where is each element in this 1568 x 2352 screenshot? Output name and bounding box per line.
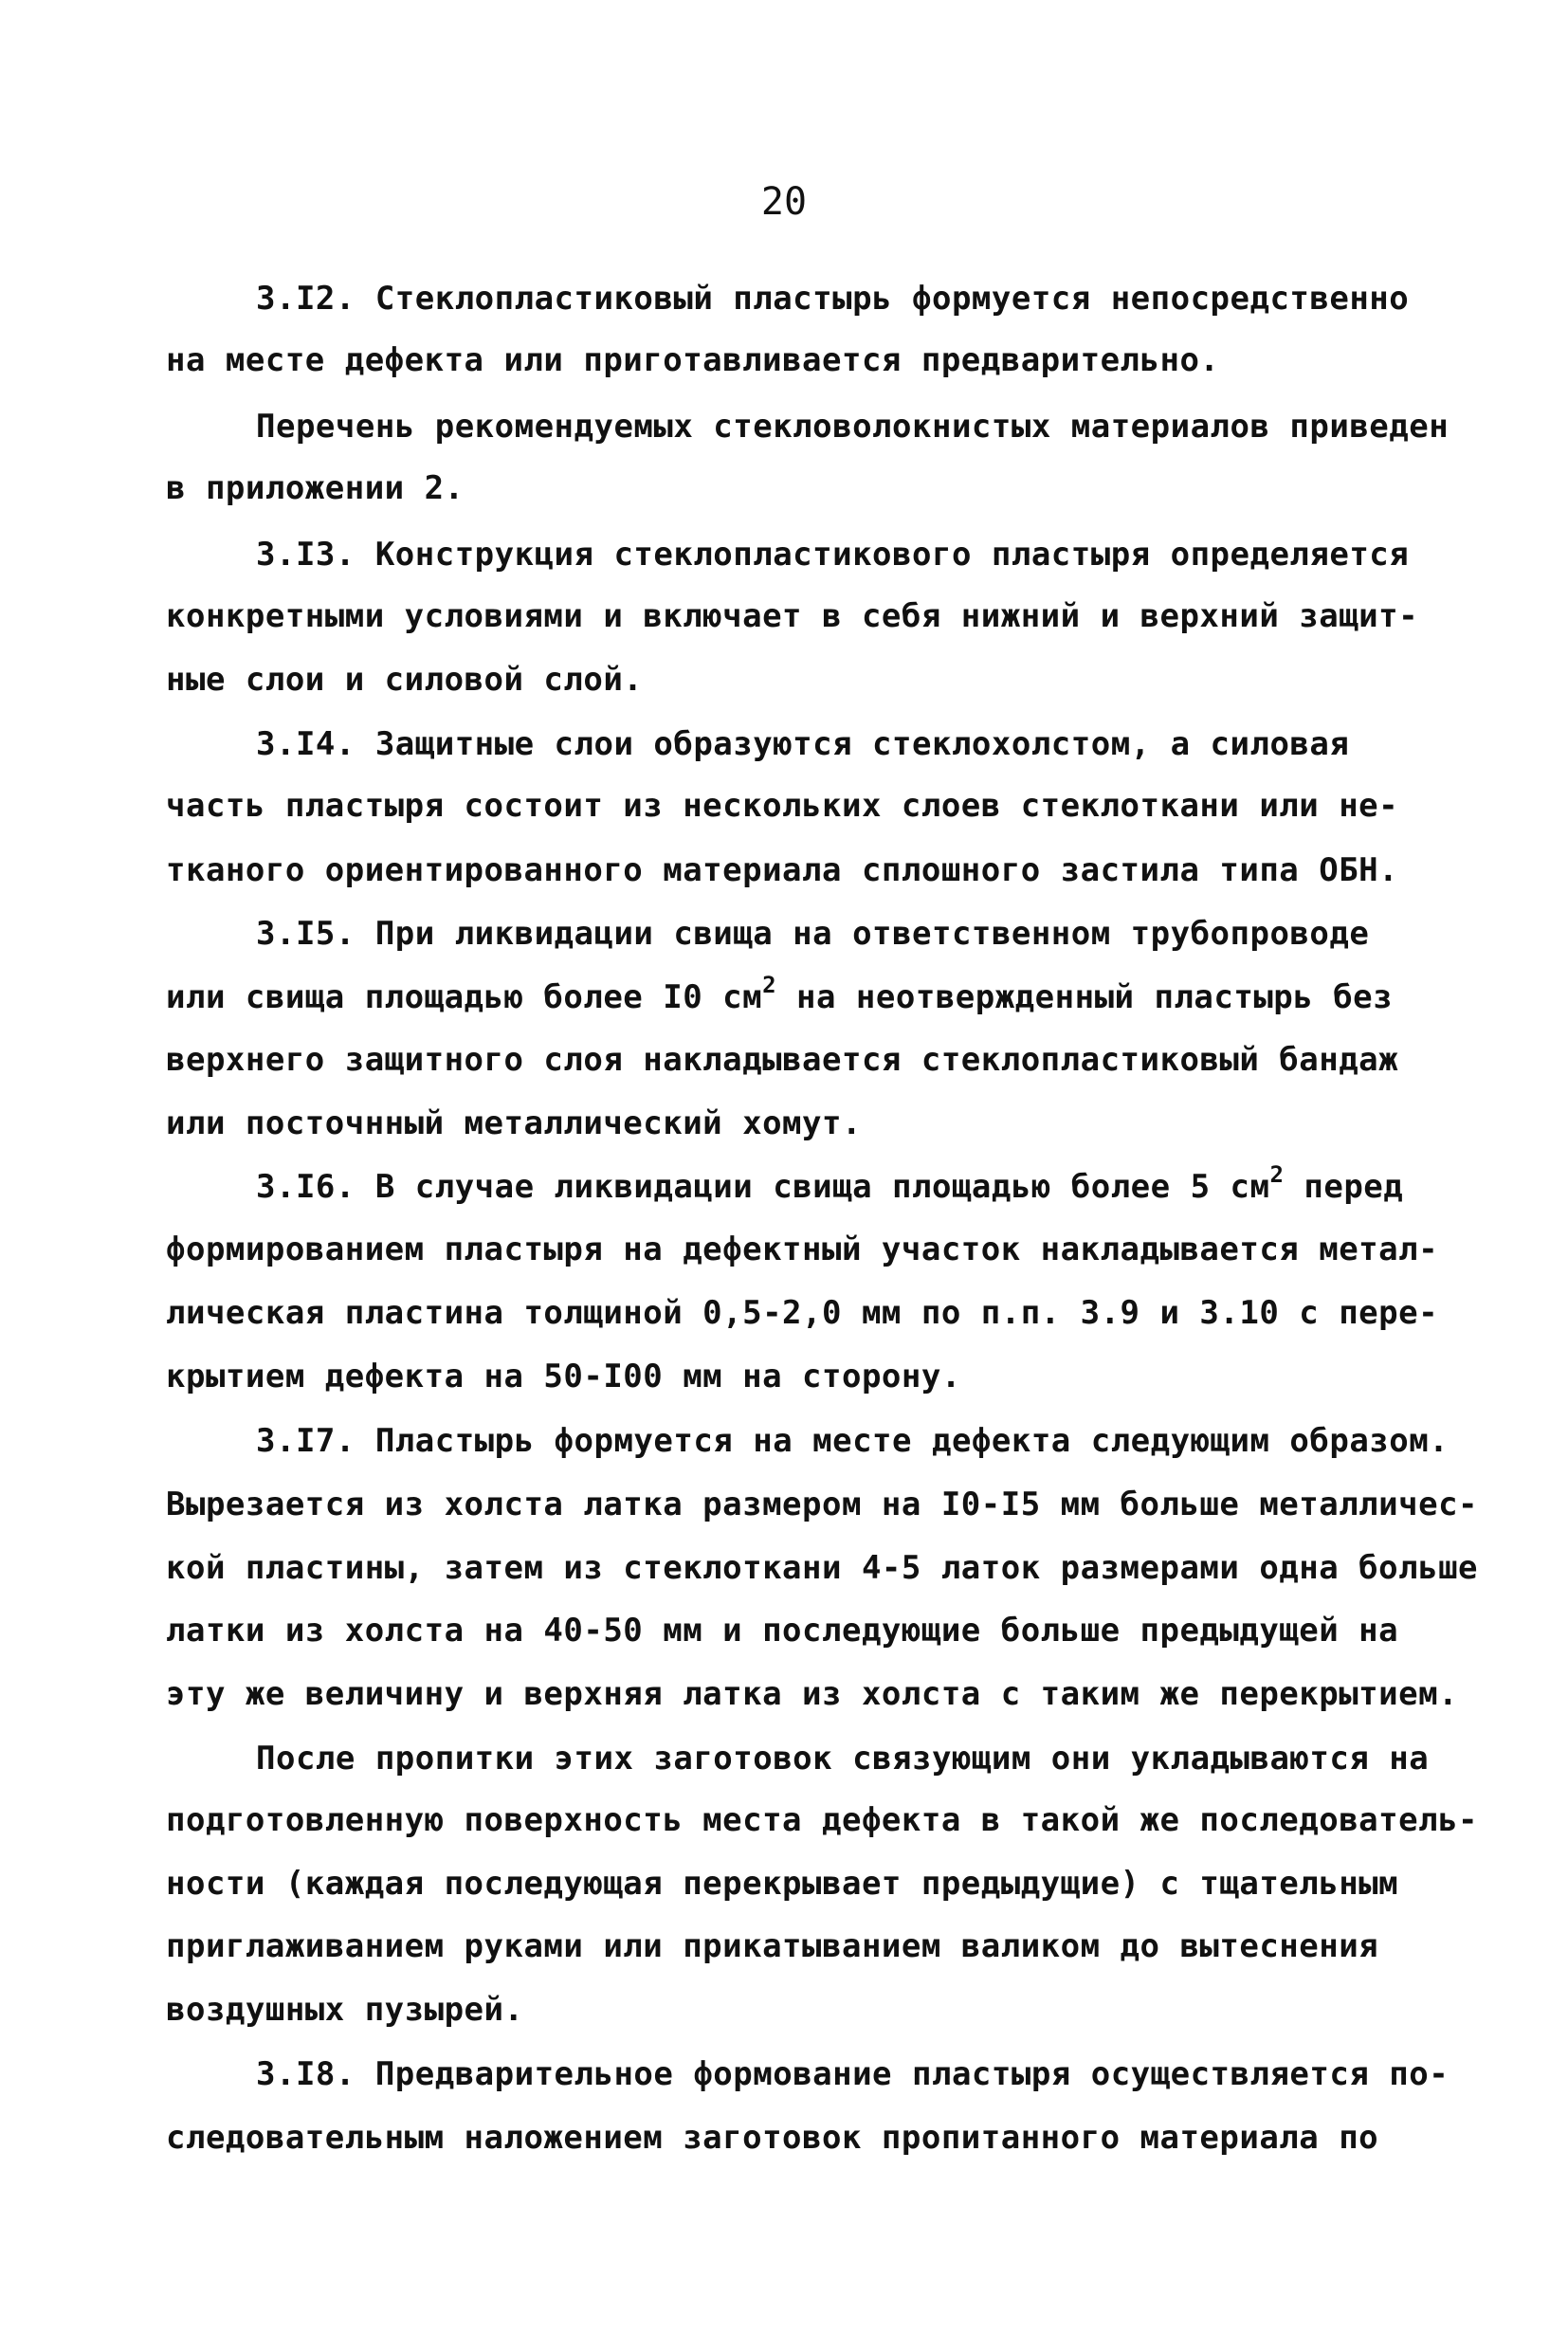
text-line: формированием пластыря на дефектный участок накладывается метал- — [166, 1231, 1439, 1268]
text-line: часть пластыря состоит из нескольких слоев стеклоткани или не- — [166, 787, 1399, 825]
page-number: 20 — [760, 180, 808, 224]
text-line — [256, 1161, 1404, 1206]
text-line: тканого ориентированного материала сплошного застила типа ОБН. — [166, 851, 1399, 889]
text-line: конкретными условиями и включает в себя нижний и верхний защит- — [166, 597, 1419, 635]
text-line: в приложении 2. — [166, 469, 465, 507]
text-line: кой пластины, затем из стеклоткани 4-5 латок размерами одна больше — [166, 1549, 1479, 1587]
text-line: Вырезается из холста латка размером на I0-I5 мм больше металличес- — [166, 1486, 1479, 1523]
superscript: 2 — [762, 972, 777, 998]
text-line: 3.I3. Конструкция стеклопластикового пластыря определяется — [256, 536, 1410, 574]
text-line: эту же величину и верхняя латка из холста с таким же перекрытием. — [166, 1675, 1459, 1713]
text-line: следовательным наложением заготовок пропитанного материала по — [166, 2119, 1379, 2157]
text-line: ности (каждая последующая перекрывает предыдущие) с тщательным — [166, 1865, 1399, 1903]
text-line: Перечень рекомендуемых стекловолокнистых материалов приведен — [256, 408, 1449, 446]
superscript: 2 — [1269, 1161, 1285, 1188]
text-line: лическая пластина толщиной 0,5-2,0 мм по п.п. 3.9 и 3.10 с пере- — [166, 1294, 1439, 1332]
text-line: 3.I8. Предварительное формование пластыря осуществляется по- — [256, 2055, 1449, 2093]
text-line: 3.I7. Пластырь формуется на месте дефекта следующим образом. — [256, 1422, 1449, 1460]
text-line: верхнего защитного слоя накладывается стеклопластиковый бандаж — [166, 1041, 1399, 1079]
text-line: 3.I5. При ликвидации свища на ответственном трубопроводе — [256, 915, 1370, 953]
text-line: 3.I2. Стеклопластиковый пластырь формуется непосредственно — [256, 280, 1410, 318]
text-segment: на неотвержденный пластырь без — [776, 978, 1394, 1016]
text-line: воздушных пузырей. — [166, 1991, 524, 2029]
text-line: ные слои и силовой слой. — [166, 661, 644, 699]
text-segment: 3.I6. В случае ликвидации свища площадью более 5 см — [256, 1168, 1270, 1206]
text-segment: или свища площадью более I0 см — [166, 978, 763, 1016]
text-segment: перед — [1284, 1168, 1404, 1206]
text-line: подготовленную поверхность места дефекта в такой же последователь- — [166, 1801, 1479, 1839]
text-line: 3.I4. Защитные слои образуются стеклохолстом, а силовая — [256, 725, 1350, 763]
text-line: После пропитки этих заготовок связующим они укладываются на — [256, 1740, 1430, 1778]
text-line: на месте дефекта или приготавливается предварительно. — [166, 341, 1220, 379]
text-line: или посточнный металлический хомут. — [166, 1104, 862, 1142]
text-line: латки из холста на 40-50 мм и последующие больше предыдущей на — [166, 1612, 1399, 1650]
text-line: крытием дефекта на 50-I00 мм на сторону. — [166, 1358, 961, 1395]
text-line: приглаживанием руками или прикатыванием валиком до вытеснения — [166, 1927, 1379, 1965]
text-line — [166, 972, 1394, 1016]
